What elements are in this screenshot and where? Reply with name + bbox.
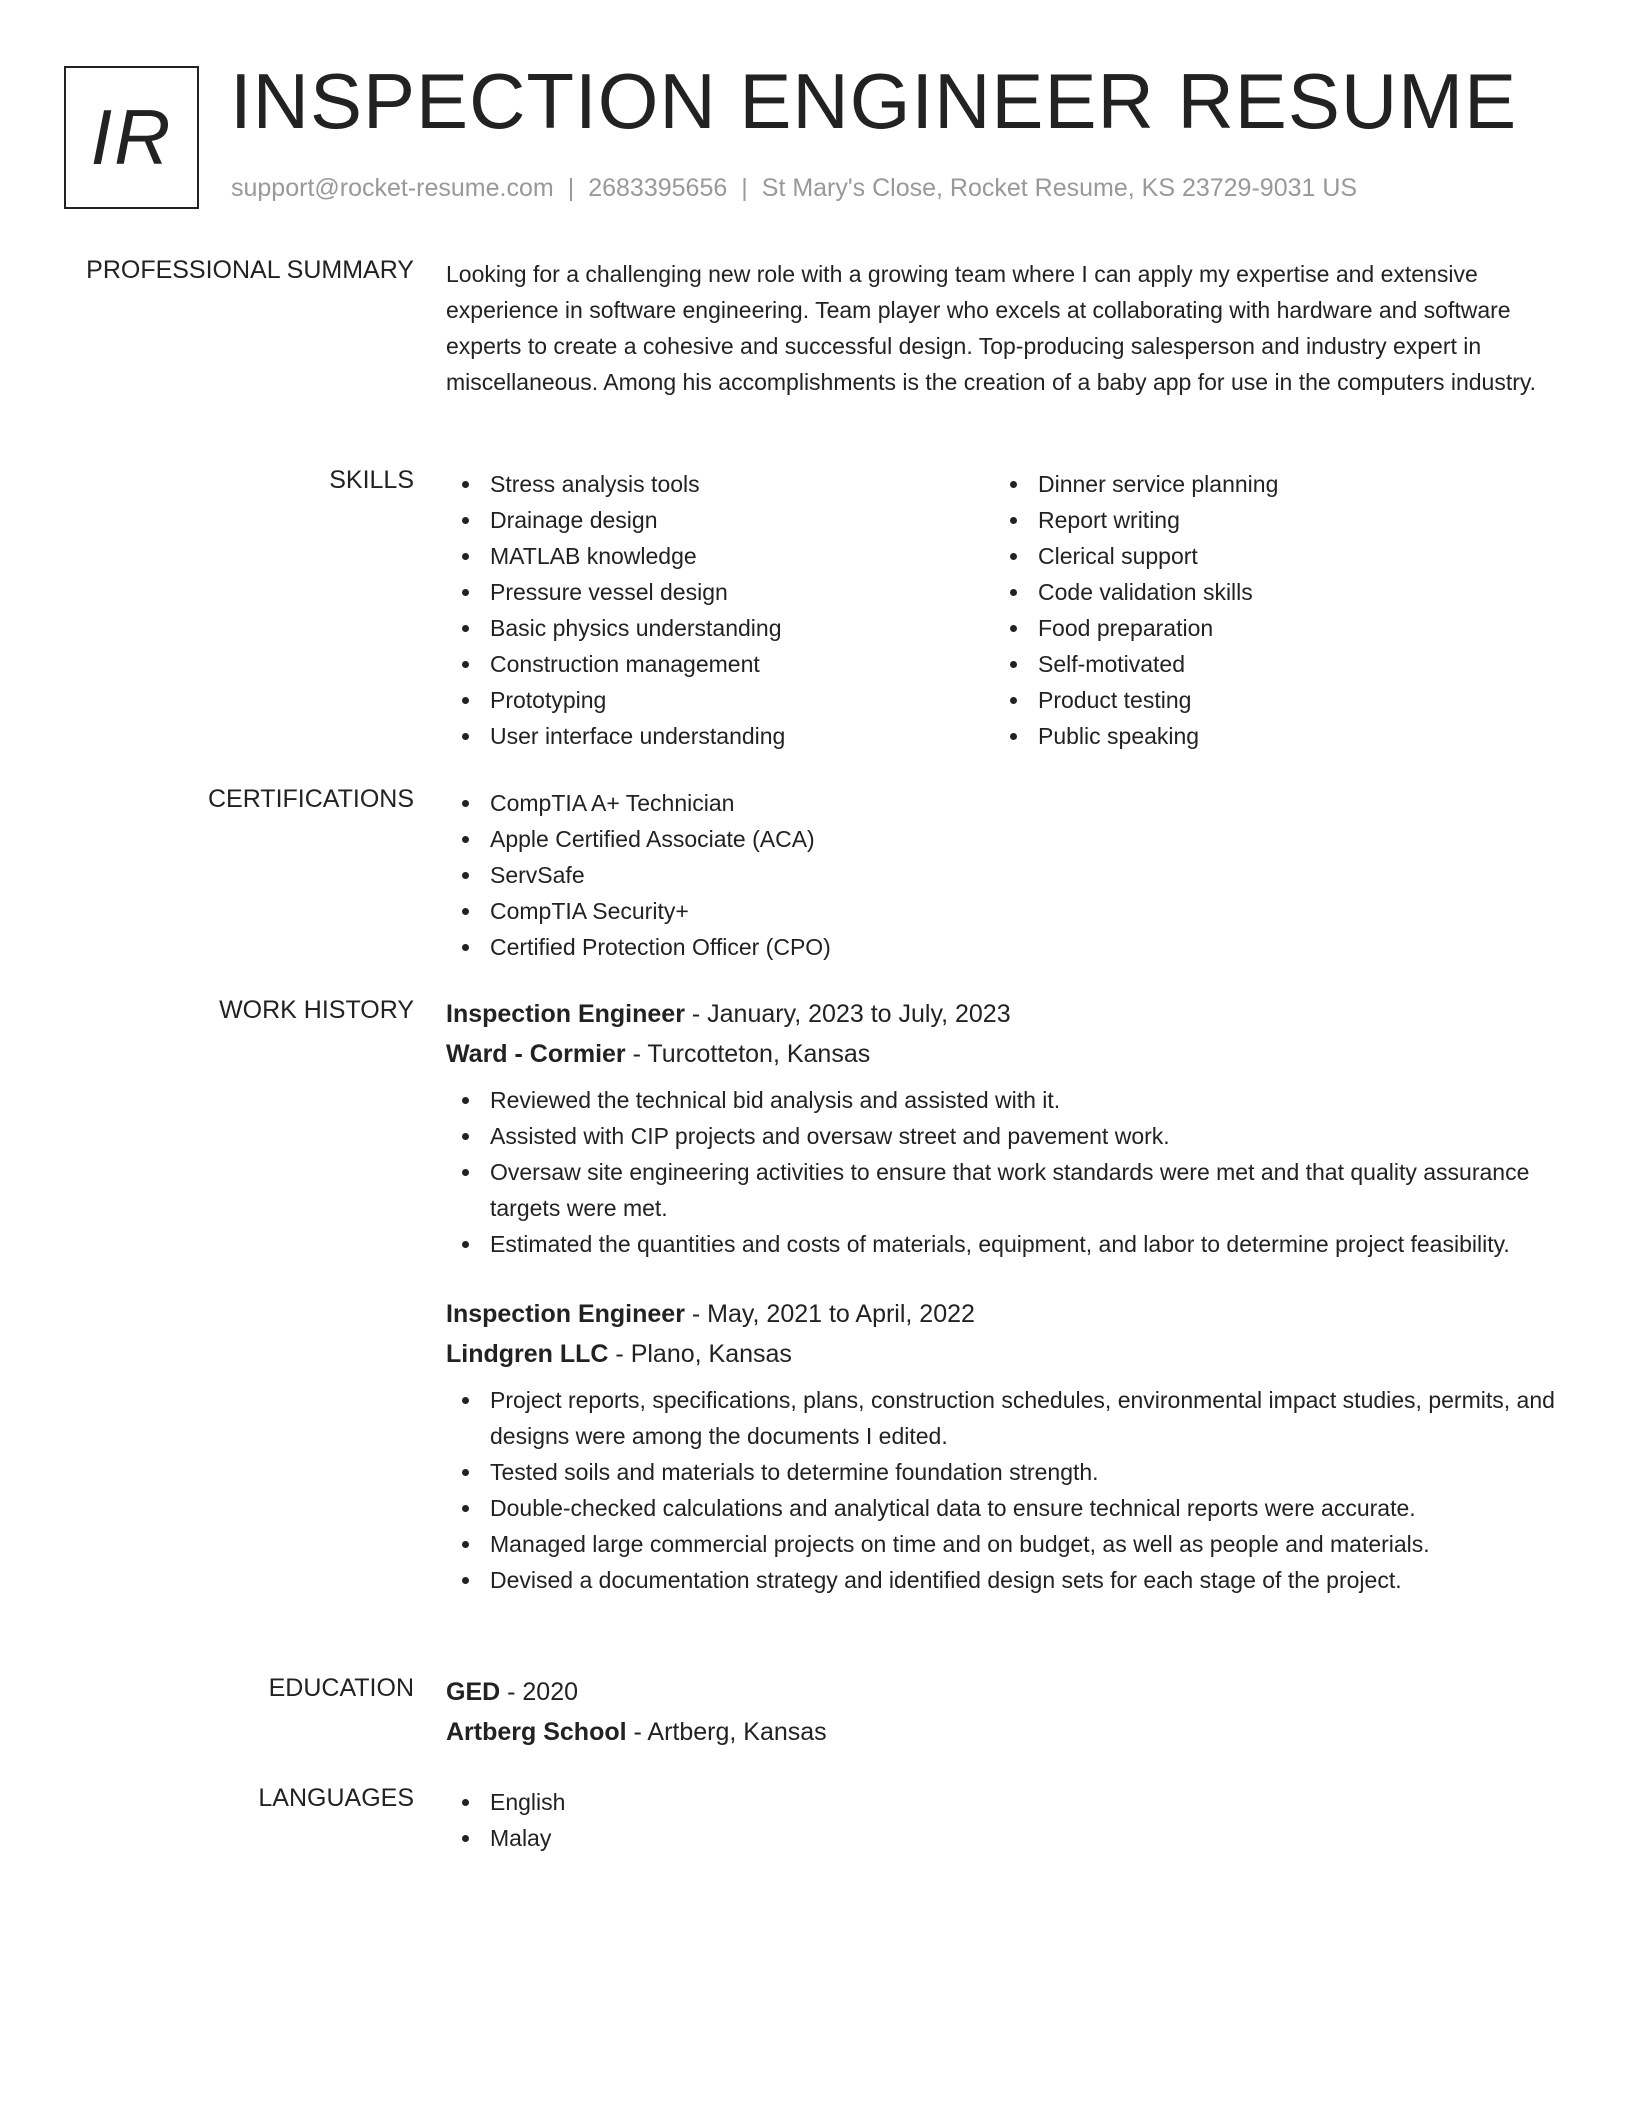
education-school-line bbox=[446, 1712, 1566, 1752]
languages-list bbox=[446, 1784, 1566, 1856]
job-location: - Plano, Kansas bbox=[608, 1340, 792, 1368]
monogram-logo: IR bbox=[64, 66, 199, 209]
education-location: - Artberg, Kansas bbox=[626, 1718, 827, 1746]
education-degree-line bbox=[446, 1672, 1566, 1712]
skills-list-left bbox=[446, 466, 994, 754]
skill-item: Pressure vessel design bbox=[446, 574, 994, 610]
certification-item: Certified Protection Officer (CPO) bbox=[446, 929, 1566, 965]
education-year: - 2020 bbox=[500, 1678, 579, 1706]
job-title: Inspection Engineer bbox=[446, 1000, 685, 1028]
contact-separator: | bbox=[567, 174, 575, 202]
section-label-languages: LANGUAGES bbox=[258, 1784, 414, 1812]
work-history-body bbox=[446, 994, 1566, 1598]
job-duties-list bbox=[446, 1382, 1566, 1598]
skill-item: Food preparation bbox=[994, 610, 1542, 646]
job-duty-item: Managed large commercial projects on time and on budget, as well as people and materials. bbox=[446, 1526, 1566, 1562]
job-duty-item: Reviewed the technical bid analysis and assisted with it. bbox=[446, 1082, 1566, 1118]
job-company: Lindgren LLC bbox=[446, 1340, 609, 1368]
skill-item: Code validation skills bbox=[994, 574, 1542, 610]
certifications-body bbox=[446, 785, 1566, 965]
section-label-skills: SKILLS bbox=[329, 466, 414, 494]
contact-address: St Mary's Close, Rocket Resume, KS 23729-9031 US bbox=[761, 174, 1358, 202]
education-body bbox=[446, 1672, 1566, 1752]
skill-item: MATLAB knowledge bbox=[446, 538, 994, 574]
page-title: INSPECTION ENGINEER RESUME bbox=[230, 57, 1518, 145]
job-duty-item: Double-checked calculations and analytical data to ensure technical reports were accurate. bbox=[446, 1490, 1566, 1526]
job-duty-item: Devised a documentation strategy and identified design sets for each stage of the project. bbox=[446, 1562, 1566, 1598]
languages-body bbox=[446, 1784, 1566, 1856]
skill-item: Prototyping bbox=[446, 682, 994, 718]
job-company-line bbox=[446, 1334, 1566, 1374]
certification-item: Apple Certified Associate (ACA) bbox=[446, 821, 1566, 857]
skill-item: Clerical support bbox=[994, 538, 1542, 574]
job-dates: - May, 2021 to April, 2022 bbox=[684, 1300, 975, 1328]
certification-item: CompTIA A+ Technician bbox=[446, 785, 1566, 821]
skill-item: Basic physics understanding bbox=[446, 610, 994, 646]
job-company-line bbox=[446, 1034, 1566, 1074]
skill-item: Construction management bbox=[446, 646, 994, 682]
section-label-education: EDUCATION bbox=[268, 1674, 414, 1702]
certification-item: CompTIA Security+ bbox=[446, 893, 1566, 929]
section-label-summary: PROFESSIONAL SUMMARY bbox=[86, 256, 414, 284]
education-school: Artberg School bbox=[446, 1718, 627, 1746]
skill-item: Public speaking bbox=[994, 718, 1542, 754]
skill-item: Stress analysis tools bbox=[446, 466, 994, 502]
skill-item: User interface understanding bbox=[446, 718, 994, 754]
skills-columns bbox=[446, 466, 1566, 754]
job-entry bbox=[446, 1294, 1566, 1598]
job-duty-item: Estimated the quantities and costs of materials, equipment, and labor to determine project feasibility. bbox=[446, 1226, 1566, 1262]
education-degree: GED bbox=[446, 1678, 501, 1706]
language-item: English bbox=[446, 1784, 1566, 1820]
certifications-list bbox=[446, 785, 1566, 965]
job-duty-item: Project reports, specifications, plans, construction schedules, environmental impact studies, permits, and designs were among the documents I edited. bbox=[446, 1382, 1566, 1454]
job-title-line bbox=[446, 1294, 1566, 1334]
contact-separator: | bbox=[741, 174, 748, 202]
skill-item: Self-motivated bbox=[994, 646, 1542, 682]
section-label-work-history: WORK HISTORY bbox=[219, 996, 414, 1024]
contact-line bbox=[231, 174, 1357, 203]
skill-item: Dinner service planning bbox=[994, 466, 1542, 502]
job-location: - Turcotteton, Kansas bbox=[625, 1040, 871, 1068]
job-title-line bbox=[446, 994, 1566, 1034]
skill-item: Product testing bbox=[994, 682, 1542, 718]
skill-item: Drainage design bbox=[446, 502, 994, 538]
certification-item: ServSafe bbox=[446, 857, 1566, 893]
job-duty-item: Oversaw site engineering activities to ensure that work standards were met and that quality assurance targets were met. bbox=[446, 1154, 1566, 1226]
skills-list-right bbox=[994, 466, 1542, 754]
job-duty-item: Assisted with CIP projects and oversaw street and pavement work. bbox=[446, 1118, 1566, 1154]
job-company: Ward - Cormier bbox=[446, 1040, 626, 1068]
summary-text: Looking for a challenging new role with a growing team where I can apply my expertise and extensive experience in software engineering. Team player who excels at collaborating with hardware and software experts to create a cohesive and successful design. Top-producing salesperson and industry expert in miscellaneous. Among his accomplishments is the creation of a baby app for use in the computers industry. bbox=[446, 261, 1537, 395]
job-title: Inspection Engineer bbox=[446, 1300, 685, 1328]
job-duty-item: Tested soils and materials to determine foundation strength. bbox=[446, 1454, 1566, 1490]
language-item: Malay bbox=[446, 1820, 1566, 1856]
job-dates: - January, 2023 to July, 2023 bbox=[684, 1000, 1011, 1028]
section-label-certifications: CERTIFICATIONS bbox=[207, 785, 414, 813]
job-entry bbox=[446, 994, 1566, 1262]
contact-email[interactable]: support@rocket-resume.com bbox=[231, 174, 554, 202]
job-duties-list bbox=[446, 1082, 1566, 1262]
skill-item: Report writing bbox=[994, 502, 1542, 538]
contact-phone[interactable]: 2683395656 bbox=[588, 174, 728, 202]
